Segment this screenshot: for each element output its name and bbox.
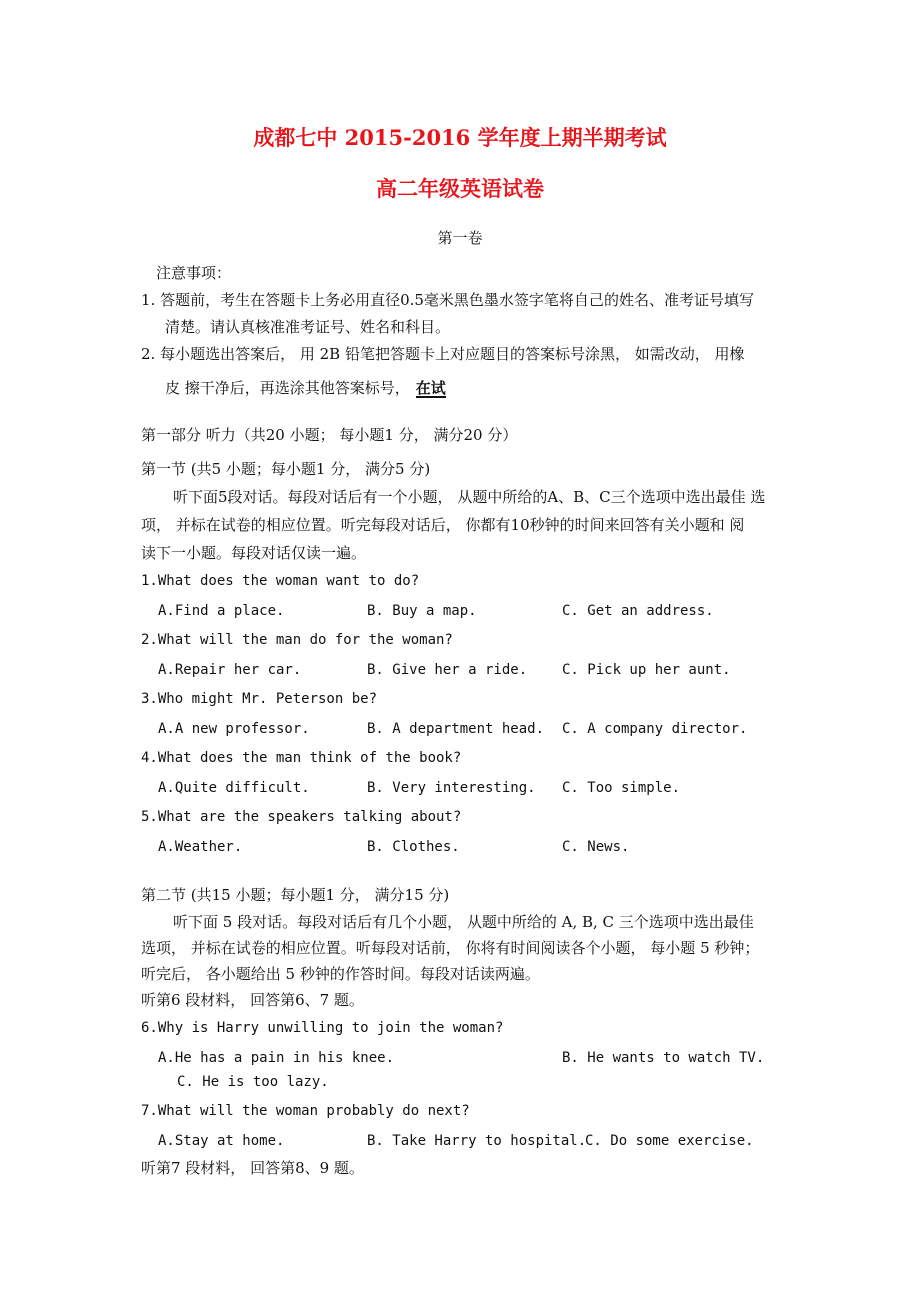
question-4: 4.What does the man think of the book? <box>141 750 462 766</box>
section1-instr-line1: 听下面5段对话。每段对话后有一个小题， 从题中所给的A、B、C三个选项中选出最佳 选 <box>173 488 766 506</box>
section1-instr-line2: 项， 并标在试卷的相应位置。听完每段对话后， 你都有10秒钟的时间来回答有关小题和 阅 <box>141 516 745 534</box>
note-1-line1: 1. 答题前，考生在答题卡上务必用直径0.5毫米黑色墨水签字笔将自己的姓名、准考证号填写 <box>141 291 754 309</box>
material-7-label: 听第7 段材料， 回答第8、9 题。 <box>141 1159 364 1177</box>
notes-heading: 注意事项： <box>156 264 232 282</box>
q2-option-b: B. Give her a ride. <box>367 662 528 678</box>
q7-option-c: C. Do some exercise. <box>585 1133 754 1149</box>
q1-option-b: B. Buy a map. <box>367 603 477 619</box>
q2-option-c: C. Pick up her aunt. <box>562 662 731 678</box>
volume-label: 第一卷 <box>437 229 483 247</box>
material-6-label: 听第6 段材料， 回答第6、7 题。 <box>141 991 364 1009</box>
note-1-line2: 清楚。请认真核准准考证号、姓名和科目。 <box>165 318 451 336</box>
answer-mark: 在试 <box>415 379 446 397</box>
q1-option-a: A.Find a place. <box>158 603 285 619</box>
note-2-line2-text: 皮 擦干净后，再选涂其他答案标号， <box>165 379 410 397</box>
q2-option-a: A.Repair her car. <box>158 662 302 678</box>
q7-option-a: A.Stay at home. <box>158 1133 285 1149</box>
section2-instr-line2: 选项， 并标在试卷的相应位置。听每段对话前， 你将有时间阅读各个小题， 每小题 5 秒钟； <box>141 939 760 957</box>
q3-option-a: A.A new professor. <box>158 721 310 737</box>
q5-option-b: B. Clothes. <box>367 839 460 855</box>
q6-option-c: C. He is too lazy. <box>177 1074 329 1090</box>
question-5: 5.What are the speakers talking about? <box>141 809 462 825</box>
exam-title: 成都七中 2015-2016 学年度上期半期考试 <box>253 125 667 150</box>
section2-instr-line3: 听完后， 各小题给出 5 秒钟的作答时间。每段对话读两遍。 <box>141 965 540 983</box>
q4-option-c: C. Too simple. <box>562 780 681 796</box>
q3-option-c: C. A company director. <box>562 721 748 737</box>
q6-option-b: B. He wants to watch TV. <box>562 1050 765 1066</box>
question-1: 1.What does the woman want to do? <box>141 573 420 589</box>
q1-option-c: C. Get an address. <box>562 603 714 619</box>
section1-heading: 第一节 (共5 小题；每小题1 分， 满分5 分) <box>141 460 431 478</box>
note-2-line1: 2. 每小题选出答案后， 用 2B 铅笔把答题卡上对应题目的答案标号涂黑， 如需改动， 用橡 <box>141 345 745 363</box>
exam-subtitle: 高二年级英语试卷 <box>376 176 544 201</box>
question-3: 3.Who might Mr. Peterson be? <box>141 691 378 707</box>
q5-option-c: C. News. <box>562 839 630 855</box>
question-7: 7.What will the woman probably do next? <box>141 1103 470 1119</box>
section2-heading: 第二节 (共15 小题；每小题1 分， 满分15 分) <box>141 886 450 904</box>
part1-heading: 第一部分 听力（共20 小题； 每小题1 分， 满分20 分） <box>141 426 518 444</box>
q4-option-a: A.Quite difficult. <box>158 780 310 796</box>
question-6: 6.Why is Harry unwilling to join the woman? <box>141 1020 504 1036</box>
note-2-line2 <box>165 378 446 398</box>
q7-option-b: B. Take Harry to hospital. <box>367 1133 587 1149</box>
q4-option-b: B. Very interesting. <box>367 780 536 796</box>
q5-option-a: A.Weather. <box>158 839 243 855</box>
question-2: 2.What will the man do for the woman? <box>141 632 453 648</box>
q3-option-b: B. A department head. <box>367 721 545 737</box>
section1-instr-line3: 读下一小题。每段对话仅读一遍。 <box>141 544 367 562</box>
q6-option-a: A.He has a pain in his knee. <box>158 1050 395 1066</box>
section2-instr-line1: 听下面 5 段对话。每段对话后有几个小题， 从题中所给的 A, B, C 三个选项中选出最佳 <box>173 913 754 931</box>
